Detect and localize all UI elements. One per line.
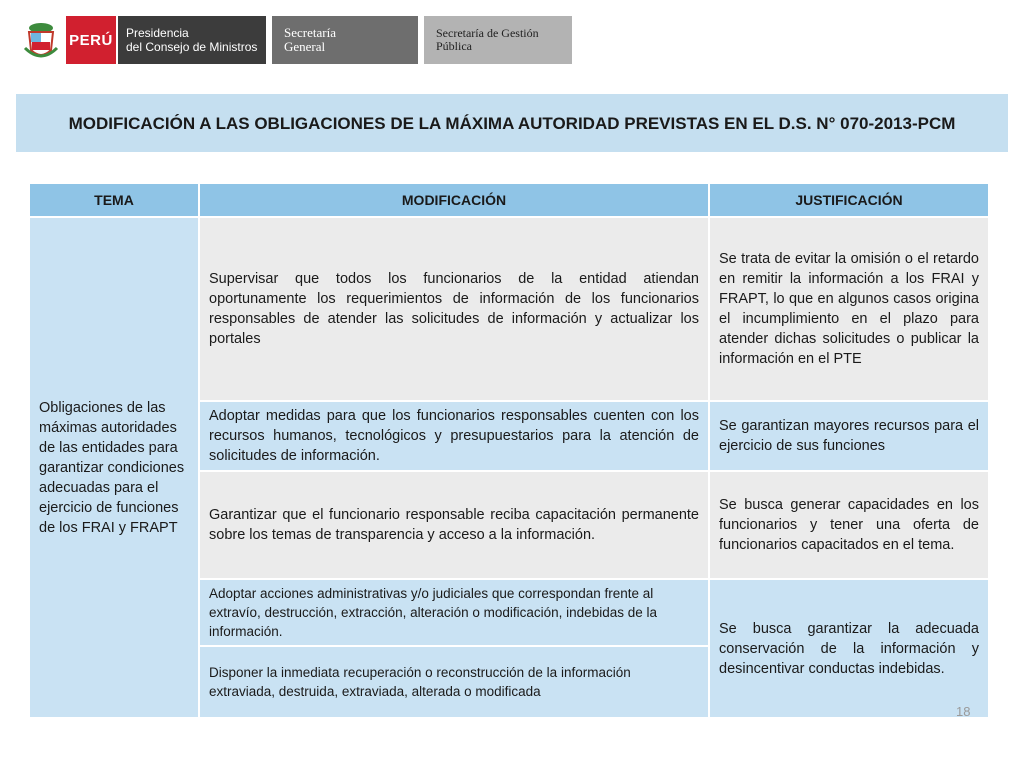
modificacion-cell: Garantizar que el funcionario responsable reciba capacitación permanente sobre los temas de transparencia y acceso a la información. (199, 471, 709, 579)
modificacion-cell: Adoptar medidas para que los funcionarios responsables cuenten con los recursos humanos, tecnológicos y presupuestarios para la atención de solicitudes de información. (199, 401, 709, 471)
justificacion-cell: Se garantizan mayores recursos para el ejercicio de sus funciones (709, 401, 989, 471)
header-tema: TEMA (29, 183, 199, 217)
table-row (29, 217, 989, 401)
justificacion-cell: Se trata de evitar la omisión o el retardo en remitir la información a los FRAI y FRAPT, lo que en algunos casos origina el incumplimiento en el plazo para atender dichas solicitudes o publicar la información en el PTE (709, 217, 989, 401)
secretaria-gestion-publica-label: Secretaría de Gestión Pública (424, 16, 572, 64)
secretaria-general-label: Secretaría General (272, 16, 418, 64)
justificacion-cell: Se busca garantizar la adecuada conservación de la información y desincentivar conductas indebidas. (709, 579, 989, 718)
page-title: MODIFICACIÓN A LAS OBLIGACIONES DE LA MÁXIMA AUTORIDAD PREVISTAS EN EL D.S. N° 070-2013-PCM (16, 94, 1008, 152)
header-modificacion: MODIFICACIÓN (199, 183, 709, 217)
modificacion-cell: Disponer la inmediata recuperación o reconstrucción de la información extraviada, destruida, extraviada, alterada o modificada (199, 646, 709, 718)
modificacion-cell: Adoptar acciones administrativas y/o judiciales que correspondan frente al extravío, destrucción, extracción, alteración o modificación, indebidas de la información. (199, 579, 709, 646)
peru-label: PERÚ (66, 16, 116, 64)
table-header-row (29, 183, 989, 217)
coat-of-arms-icon (16, 16, 66, 64)
justificacion-cell: Se busca generar capacidades en los funcionarios y tener una oferta de funcionarios capacitados en el tema. (709, 471, 989, 579)
government-logo (16, 16, 266, 64)
modificacion-cell: Supervisar que todos los funcionarios de la entidad atiendan oportunamente los requerimientos de información de los funcionarios responsables de atender las solicitudes de información y actualizar los portales (199, 217, 709, 401)
page-number: 18 (956, 704, 971, 719)
tema-cell: Obligaciones de las máximas autoridades de las entidades para garantizar condiciones adecuadas para el ejercicio de funciones de los FRAI y FRAPT (29, 217, 199, 718)
obligations-table (28, 182, 990, 719)
header-justificacion: JUSTIFICACIÓN (709, 183, 989, 217)
pcm-label: Presidencia del Consejo de Ministros (116, 16, 266, 64)
